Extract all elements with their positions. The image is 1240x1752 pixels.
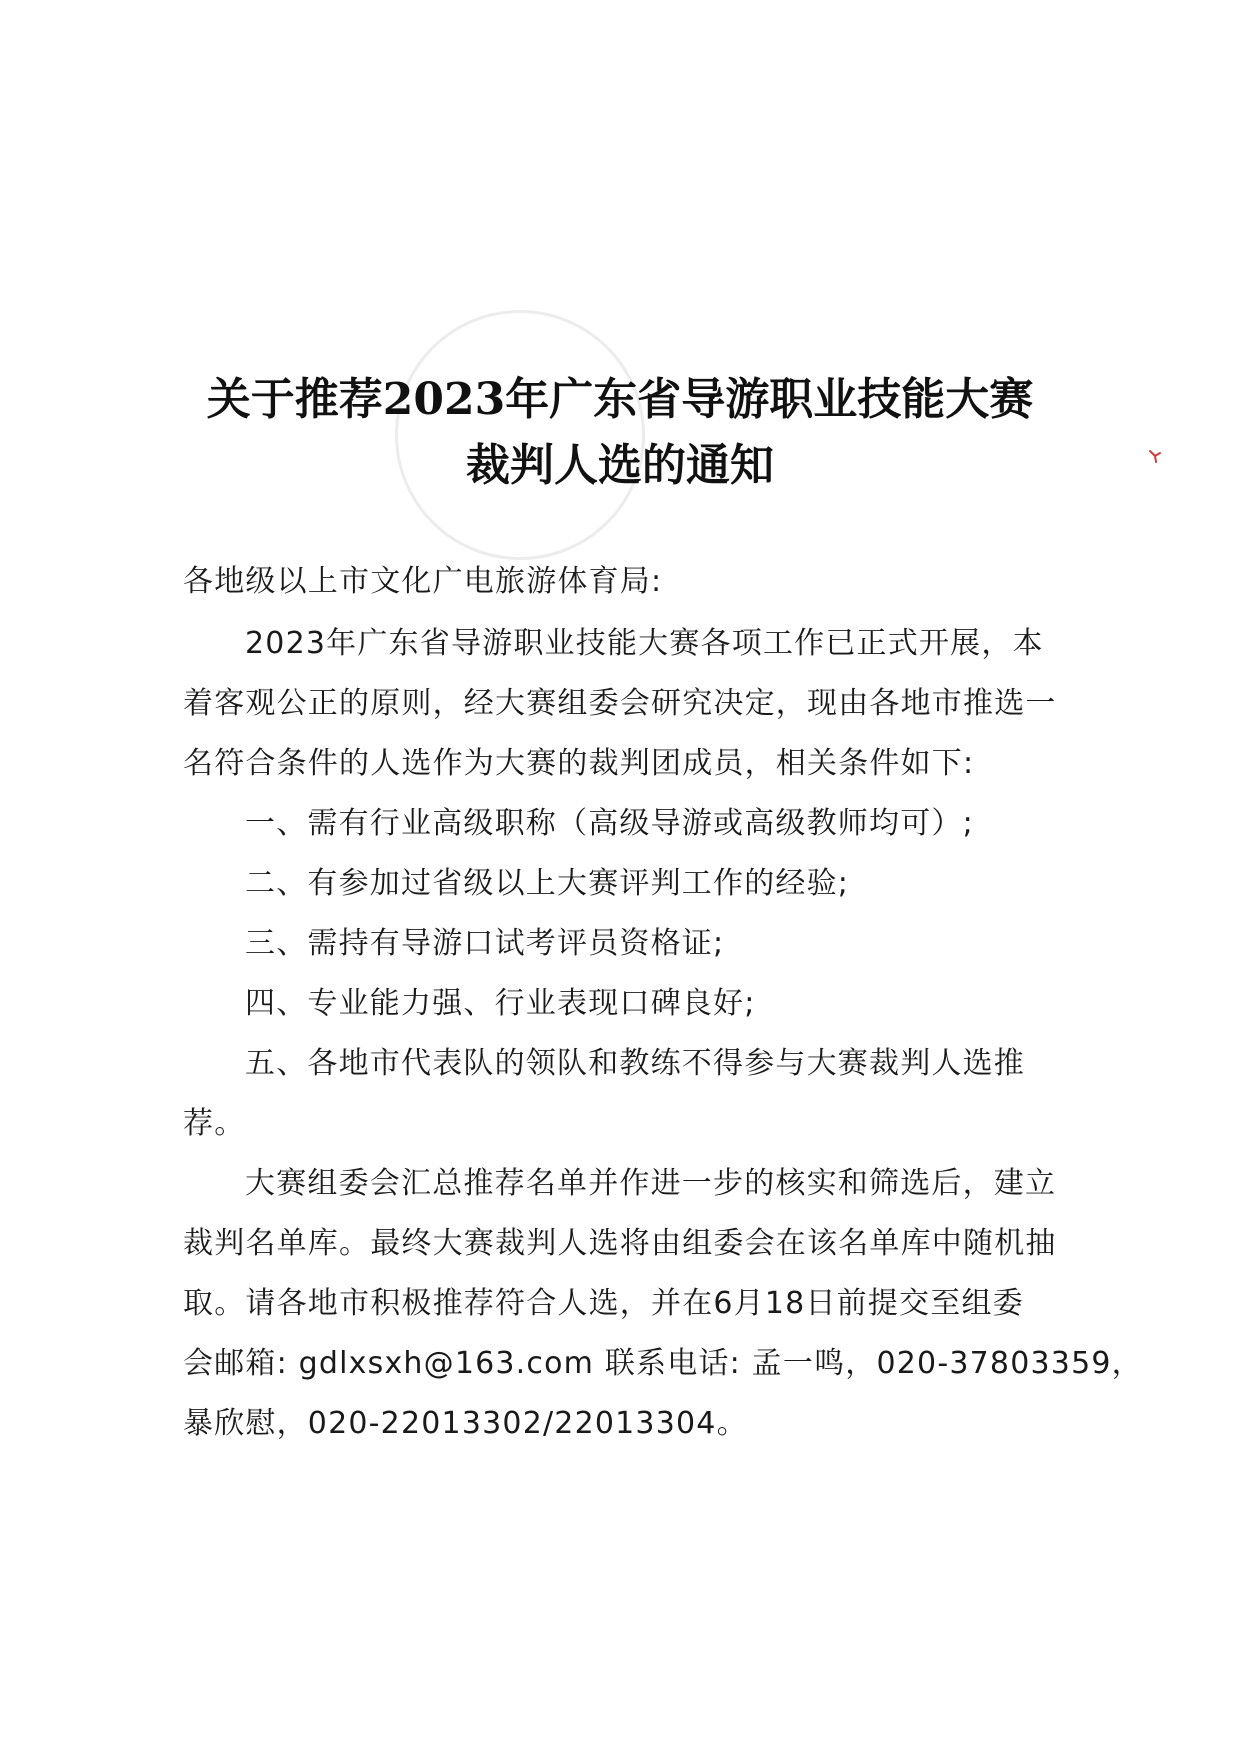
paragraph-2-line: 大赛组委会汇总推荐名单并作进一步的核实和筛选后，建立 xyxy=(245,1166,1057,1201)
document-title-line2: 裁判人选的通知 xyxy=(466,440,774,491)
red-ink-mark-icon xyxy=(1148,448,1162,464)
condition-item: 五、各地市代表队的领队和教练不得参与大赛裁判人选推 xyxy=(245,1046,1025,1081)
paragraph-1-line: 名符合条件的人选作为大赛的裁判团成员，相关条件如下: xyxy=(183,746,975,781)
paragraph-2-line: 裁判名单库。最终大赛裁判人选将由组委会在该名单库中随机抽 xyxy=(183,1226,1057,1261)
paragraph-2-line: 取。请各地市积极推荐符合人选，并在6月18日前提交至组委 xyxy=(183,1286,1024,1321)
condition-item: 一、需有行业高级职称（高级导游或高级教师均可）; xyxy=(245,806,974,841)
paragraph-1-line: 2023年广东省导游职业技能大赛各项工作已正式开展，本 xyxy=(245,626,1044,661)
condition-item: 三、需持有导游口试考评员资格证; xyxy=(245,926,725,961)
salutation: 各地级以上市文化广电旅游体育局: xyxy=(183,564,663,599)
condition-item: 四、专业能力强、行业表现口碑良好; xyxy=(245,986,756,1021)
faint-seal-stamp xyxy=(395,310,645,560)
condition-item: 二、有参加过省级以上大赛评判工作的经验; xyxy=(245,866,850,901)
condition-item-continuation: 荐。 xyxy=(183,1106,246,1141)
document-title-line1: 关于推荐2023年广东省导游职业技能大赛 xyxy=(206,374,1034,425)
paragraph-1-line: 着客观公正的原则，经大赛组委会研究决定，现由各地市推选一 xyxy=(183,686,1057,721)
paragraph-2-contact-line: 会邮箱: gdlxsxh@163.com 联系电话: 孟一鸣，020-37803359， xyxy=(183,1346,1143,1381)
paragraph-2-contact-line: 暴欣慰，020-22013302/22013304。 xyxy=(183,1406,748,1441)
